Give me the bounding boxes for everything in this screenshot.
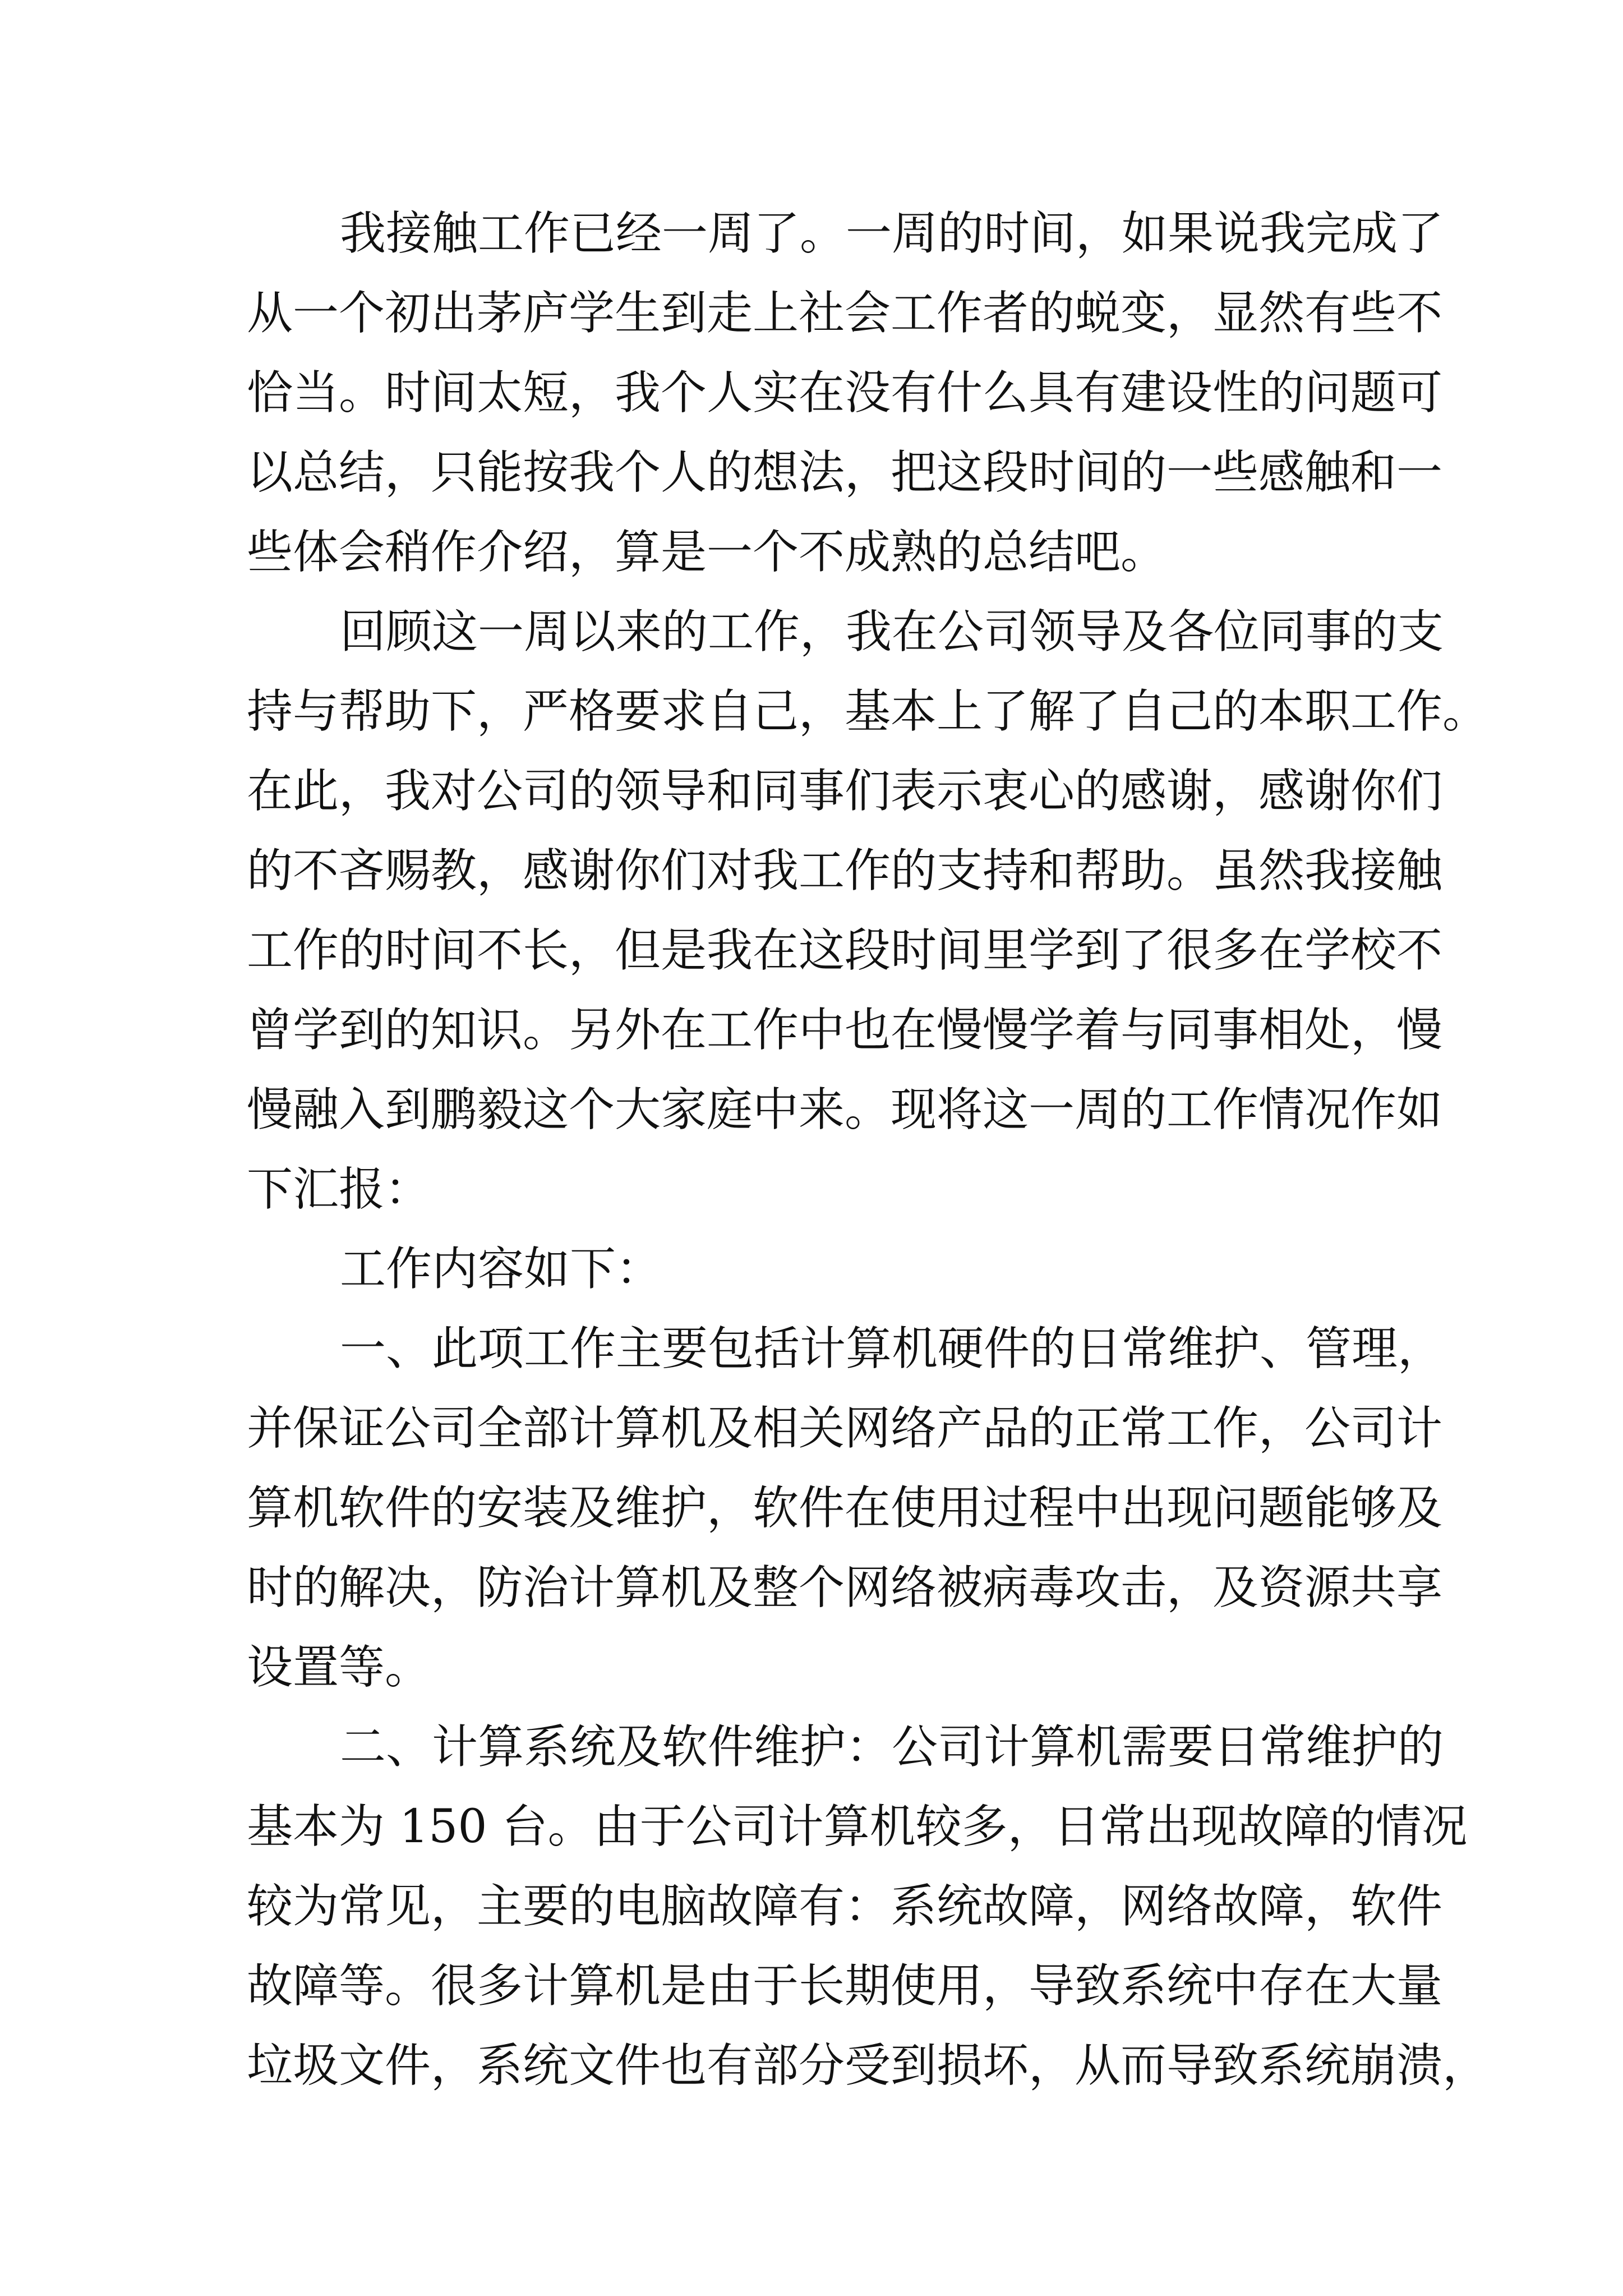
text-line: 并保证公司全部计算机及相关网络产品的正常工作，公司计 bbox=[247, 1402, 1443, 1455]
text-line: 持与帮助下，严格要求自己，基本上了解了自己的本职工作。 bbox=[247, 685, 1489, 738]
text-line: 的不吝赐教，感谢你们对我工作的支持和帮助。虽然我接触 bbox=[247, 844, 1443, 898]
text-line: 曾学到的知识。另外在工作中也在慢慢学着与同事相处，慢 bbox=[247, 1004, 1443, 1057]
text-line: 二、计算系统及软件维护：公司计算机需要日常维护的 bbox=[340, 1720, 1444, 1774]
text-line: 在此，我对公司的领导和同事们表示衷心的感谢，感谢你们 bbox=[247, 765, 1443, 818]
text-line: 我接触工作已经一周了。一周的时间，如果说我完成了 bbox=[340, 207, 1444, 260]
text-line: 些体会稍作介绍，算是一个不成熟的总结吧。 bbox=[247, 526, 1167, 579]
text-line: 工作的时间不长，但是我在这段时间里学到了很多在学校不 bbox=[247, 924, 1443, 977]
text-line: 以总结，只能按我个人的想法，把这段时间的一些感触和一 bbox=[247, 446, 1443, 499]
text-line: 时的解决，防治计算机及整个网络被病毒攻击，及资源共享 bbox=[247, 1561, 1443, 1614]
text-line: 基本为 150 台。由于公司计算机较多，日常出现故障的情况 bbox=[247, 1800, 1468, 1853]
text-line: 从一个初出茅庐学生到走上社会工作者的蜕变，显然有些不 bbox=[247, 287, 1443, 340]
text-line: 工作内容如下： bbox=[340, 1243, 662, 1296]
text-line: 慢融入到鹏毅这个大家庭中来。现将这一周的工作情况作如 bbox=[247, 1083, 1443, 1137]
text-line: 垃圾文件，系统文件也有部分受到损坏，从而导致系统崩溃， bbox=[247, 2039, 1489, 2092]
text-line: 故障等。很多计算机是由于长期使用，导致系统中存在大量 bbox=[247, 1959, 1443, 2013]
text-line: 恰当。时间太短，我个人实在没有什么具有建设性的问题可 bbox=[247, 366, 1443, 420]
text-line: 算机软件的安装及维护，软件在使用过程中出现问题能够及 bbox=[247, 1481, 1443, 1535]
text-line: 一、此项工作主要包括计算机硬件的日常维护、管理， bbox=[340, 1322, 1444, 1375]
text-line: 设置等。 bbox=[247, 1641, 431, 1694]
text-line: 回顾这一周以来的工作，我在公司领导及各位同事的支 bbox=[340, 605, 1444, 659]
text-line: 下汇报： bbox=[247, 1163, 431, 1216]
document-body bbox=[247, 194, 1489, 2106]
text-line: 较为常见，主要的电脑故障有：系统故障，网络故障，软件 bbox=[247, 1880, 1443, 1933]
